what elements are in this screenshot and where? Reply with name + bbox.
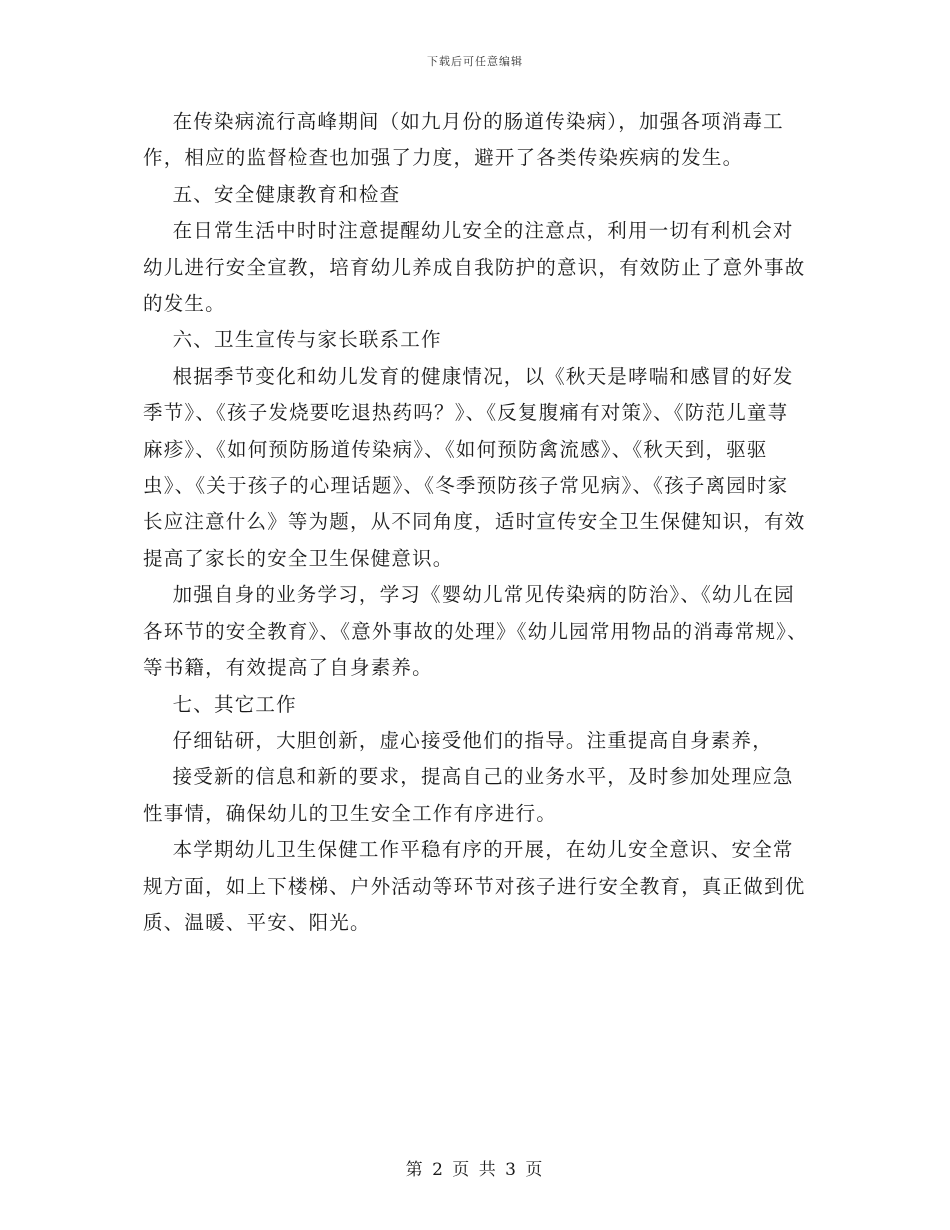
- section-heading-safety-education: 五、安全健康教育和检查: [143, 182, 401, 206]
- section-heading-health-publicity: 六、卫生宣传与家长联系工作: [143, 328, 442, 352]
- paragraph-innovation: 仔细钻研，大胆创新，虚心接受他们的指导。注重提高自身素养，: [143, 728, 773, 752]
- section-heading-other-work: 七、其它工作: [143, 692, 297, 716]
- paragraph-safety-reminders: 在日常生活中时时注意提醒幼儿安全的注意点，利用一切有利机会对幼儿进行安全宣教，培育幼儿养成自我防护的意识，有效防止了意外事故的发生。: [143, 219, 806, 316]
- page-header: 下载后可任意编辑: [427, 55, 523, 68]
- paragraph-disinfection: 在传染病流行高峰期间（如九月份的肠道传染病），加强各项消毒工作，相应的监督检查也加强了力度，避开了各类传染疾病的发生。: [143, 110, 784, 170]
- paragraph-new-requirements: 接受新的信息和新的要求，提高自己的业务水平，及时参加处理应急性事情，确保幼儿的卫生安全工作有序进行。: [143, 765, 794, 825]
- page-number-footer: 第 2 页 共 3 页: [405, 1160, 545, 1180]
- paragraph-self-study: 加强自身的业务学习，学习《婴幼儿常见传染病的防治》、《幼儿在园各环节的安全教育》、《意外事故的处理》《幼儿园常用物品的消毒常规》、等书籍，有效提高了自身素养。: [143, 583, 808, 680]
- paragraph-seasonal-topics: 根据季节变化和幼儿发育的健康情况，以《秋天是哮喘和感冒的好发季节》、《孩子发烧要吃退热药吗？》、《反复腹痛有对策》、《防范儿童荨麻疹》、《如何预防肠道传染病》、《如何预防禽流感》、《秋天到，驱驱虫》、《关于孩子的心理话题》、《冬季预防孩子常见病》、《孩子离园时家长应注意什么》等为题，从不同角度，适时宣传安全卫生保健知识，有效提高了家长的安全卫生保健意识。: [143, 364, 806, 570]
- document-body: [143, 104, 808, 941]
- paragraph-semester-summary: 本学期幼儿卫生保健工作平稳有序的开展，在幼儿安全意识、安全常规方面，如上下楼梯、户外活动等环节对孩子进行安全教育，真正做到优质、温暖、平安、阳光。: [143, 838, 806, 934]
